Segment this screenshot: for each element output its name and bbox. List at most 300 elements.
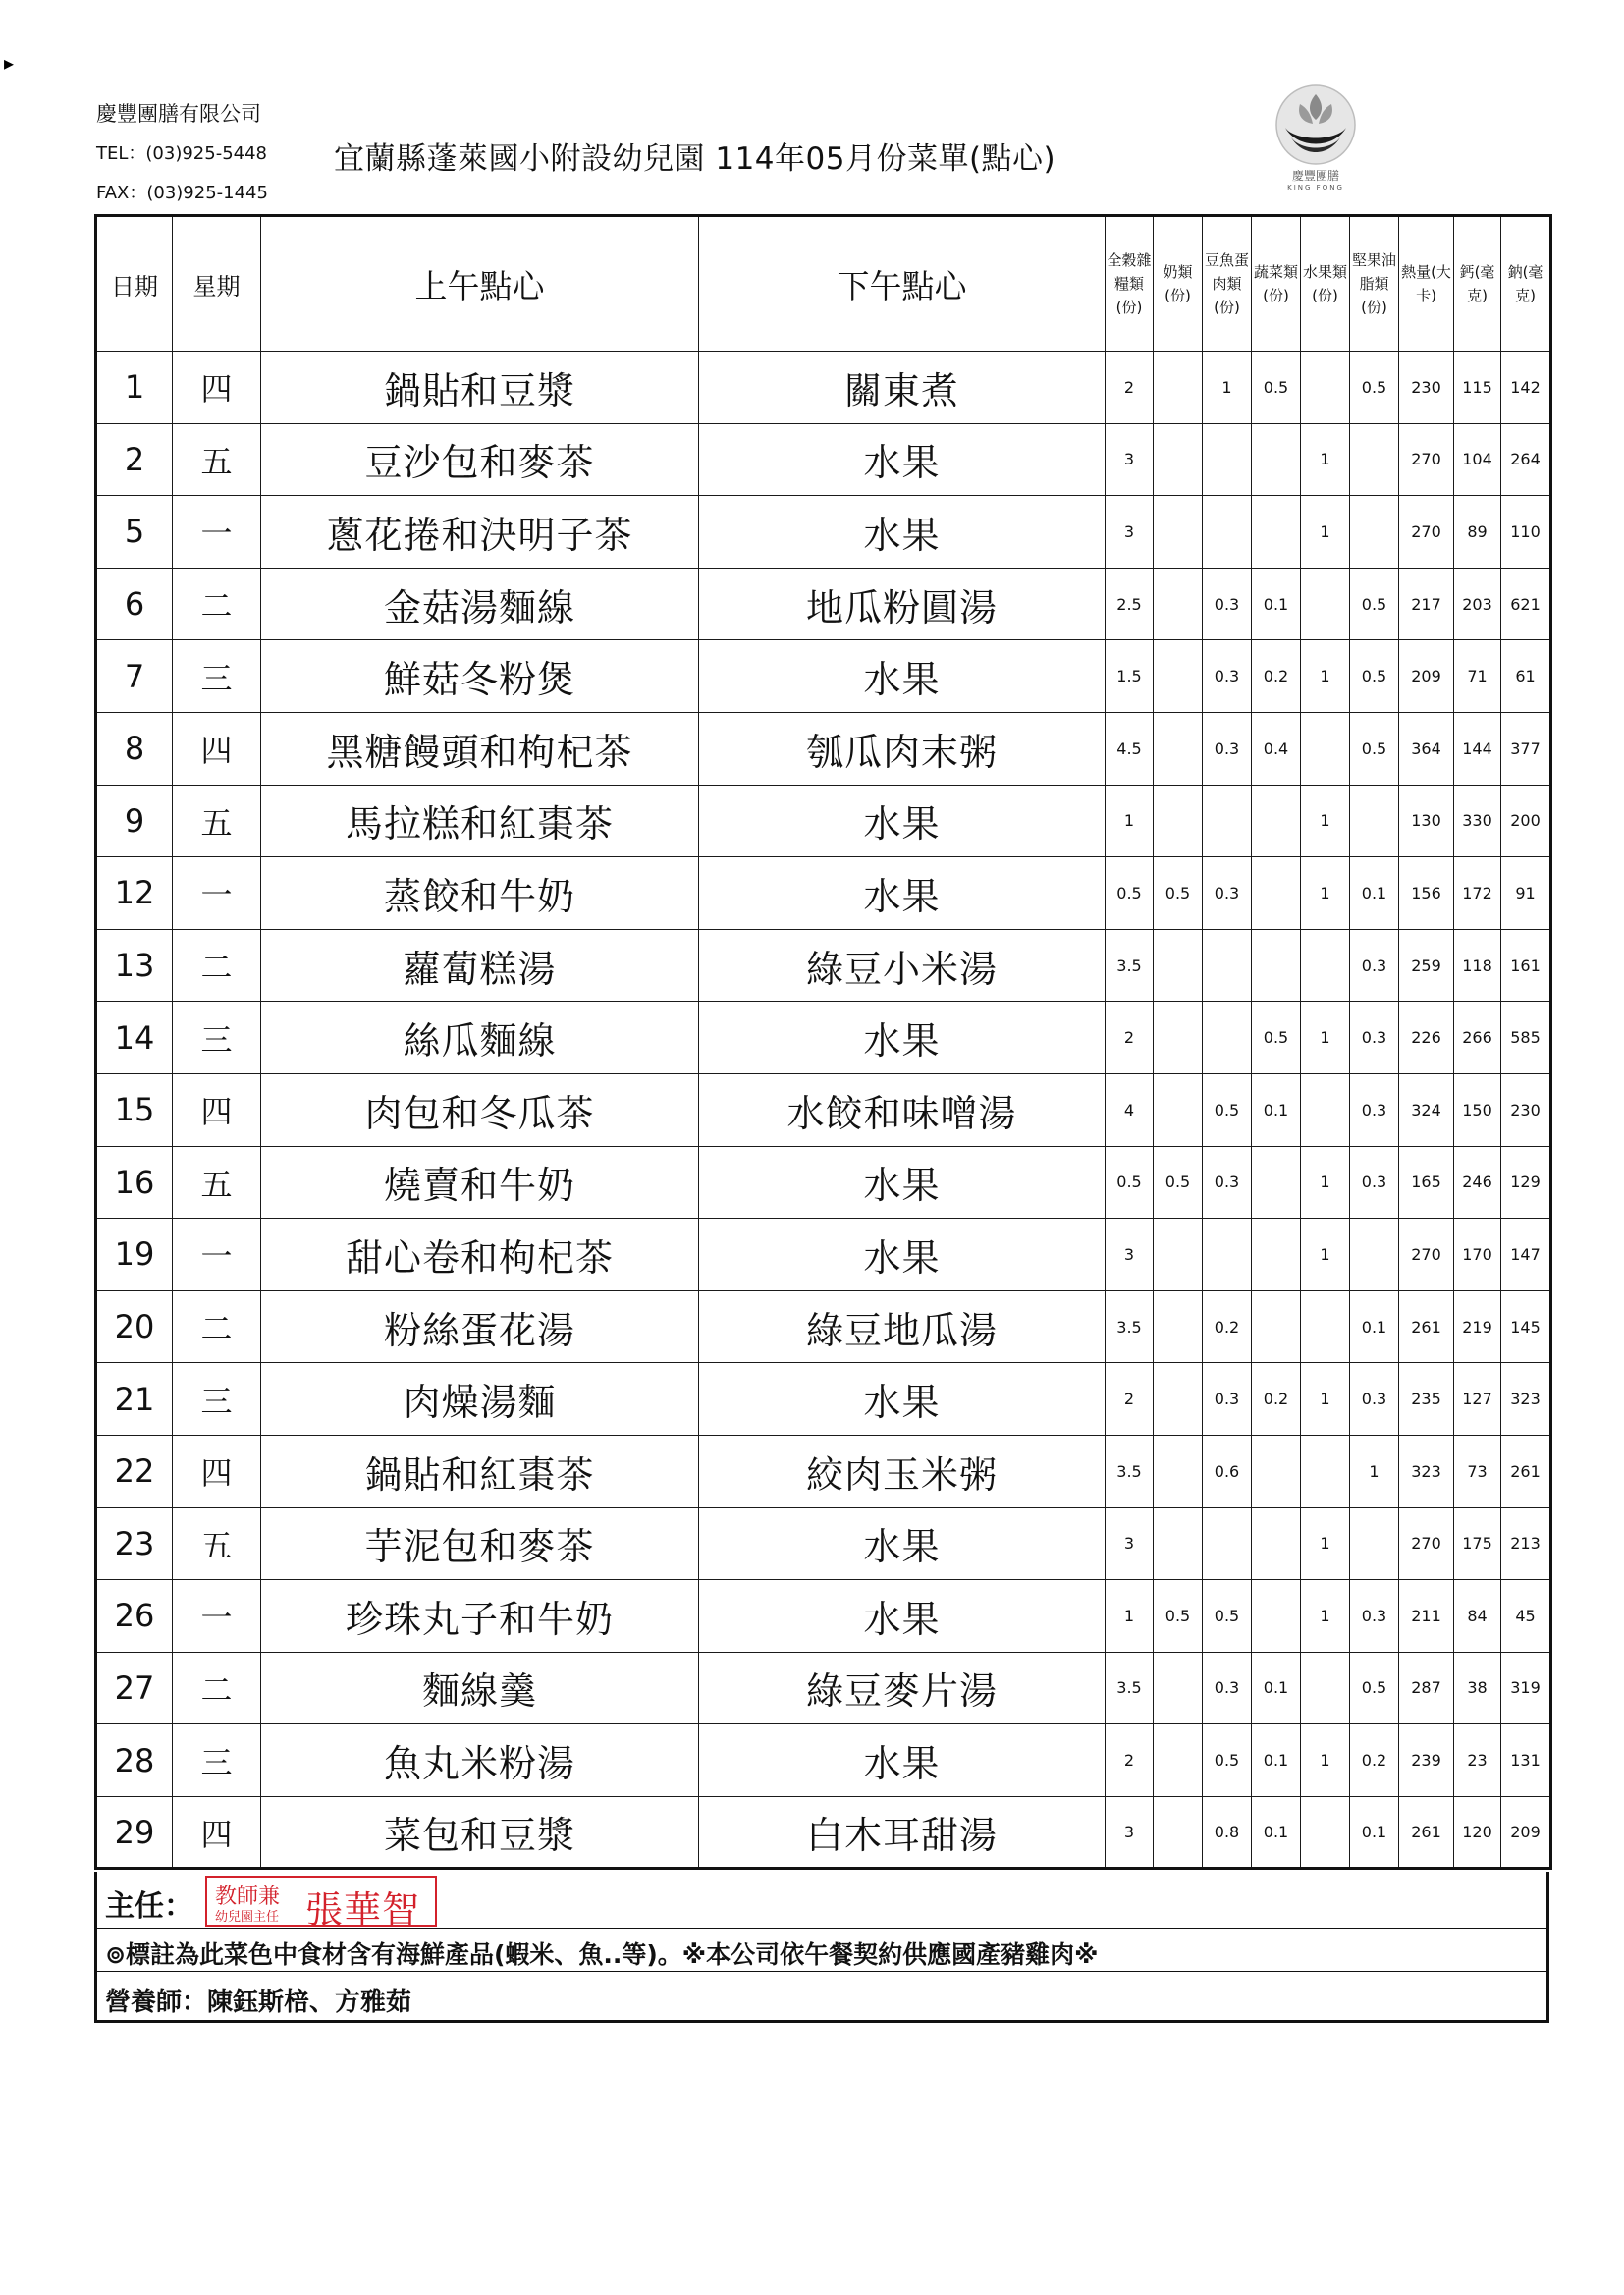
table-row [96, 712, 1551, 785]
cell-date: 19 [96, 1219, 173, 1291]
cell-grains: 0.5 [1106, 857, 1154, 930]
cell-calories: 270 [1399, 1507, 1454, 1580]
cell-fruit: 1 [1301, 1363, 1350, 1436]
cell-fruit: 1 [1301, 423, 1350, 496]
cell-vegetable: 0.2 [1252, 1363, 1301, 1436]
cell-protein [1203, 496, 1252, 569]
cell-calories: 211 [1399, 1580, 1454, 1653]
cell-weekday: 三 [173, 640, 261, 713]
cell-grains: 3.5 [1106, 1435, 1154, 1507]
cell-calories: 287 [1399, 1652, 1454, 1724]
cell-vegetable: 0.1 [1252, 1652, 1301, 1724]
cell-calcium: 219 [1454, 1290, 1501, 1363]
cell-protein: 0.3 [1203, 1146, 1252, 1219]
cell-dairy [1154, 1219, 1203, 1291]
col-header-fruit: 水果類(份) [1301, 216, 1350, 352]
cell-vegetable: 0.5 [1252, 1002, 1301, 1074]
cell-date: 20 [96, 1290, 173, 1363]
cell-vegetable: 0.5 [1252, 352, 1301, 424]
cell-fruit [1301, 1290, 1350, 1363]
cell-nuts: 0.5 [1350, 568, 1399, 640]
cell-grains: 3.5 [1106, 1290, 1154, 1363]
cell-date: 26 [96, 1580, 173, 1653]
cell-dairy [1154, 352, 1203, 424]
cell-calories: 239 [1399, 1724, 1454, 1797]
table-row [96, 1580, 1551, 1653]
cell-calories: 270 [1399, 496, 1454, 569]
cell-calories: 323 [1399, 1435, 1454, 1507]
cell-nuts: 0.1 [1350, 1290, 1399, 1363]
cell-date: 23 [96, 1507, 173, 1580]
cell-grains: 3 [1106, 1219, 1154, 1291]
cell-date: 28 [96, 1724, 173, 1797]
cell-pm: 水果 [699, 1363, 1106, 1436]
cell-sodium: 319 [1501, 1652, 1551, 1724]
seafood-note: ⊚標註為此菜色中食材含有海鮮產品(蝦米、魚..等)。※本公司依午餐契約供應國產豬雞肉※ [105, 1940, 1099, 1969]
cell-calcium: 23 [1454, 1724, 1501, 1797]
document-title: 宜蘭縣蓬萊國小附設幼兒園 114年05月份菜單(點心) [334, 141, 1056, 177]
cell-protein: 0.3 [1203, 857, 1252, 930]
table-row [96, 1002, 1551, 1074]
cell-grains: 3.5 [1106, 929, 1154, 1002]
cell-weekday: 四 [173, 712, 261, 785]
cell-calories: 261 [1399, 1796, 1454, 1869]
cell-calories: 130 [1399, 785, 1454, 857]
cell-vegetable: 0.1 [1252, 1796, 1301, 1869]
cell-fruit [1301, 1796, 1350, 1869]
cell-am: 金菇湯麵線 [261, 568, 699, 640]
company-logo-icon [1273, 82, 1358, 167]
cell-sodium: 129 [1501, 1146, 1551, 1219]
table-row [96, 1652, 1551, 1724]
cell-dairy [1154, 1507, 1203, 1580]
table-row [96, 352, 1551, 424]
cell-fruit [1301, 712, 1350, 785]
cell-date: 8 [96, 712, 173, 785]
col-header-weekday: 星期 [173, 216, 261, 352]
cell-calcium: 38 [1454, 1652, 1501, 1724]
company-name: 慶豐團膳有限公司 [96, 102, 261, 126]
cell-calcium: 104 [1454, 423, 1501, 496]
cell-protein [1203, 423, 1252, 496]
cell-grains: 3 [1106, 423, 1154, 496]
cell-vegetable [1252, 1219, 1301, 1291]
logo-english-name: KING FONG [1287, 184, 1344, 191]
cell-protein: 0.3 [1203, 712, 1252, 785]
cell-grains: 1 [1106, 1580, 1154, 1653]
cell-vegetable [1252, 1146, 1301, 1219]
col-header-calcium: 鈣(毫克) [1454, 216, 1501, 352]
cell-dairy [1154, 1290, 1203, 1363]
cell-calories: 217 [1399, 568, 1454, 640]
cell-vegetable [1252, 785, 1301, 857]
dietitian-row [94, 1972, 1549, 2023]
col-header-vegetable: 蔬菜類(份) [1252, 216, 1301, 352]
col-header-sodium: 鈉(毫克) [1501, 216, 1551, 352]
cell-nuts [1350, 1219, 1399, 1291]
cell-dairy [1154, 929, 1203, 1002]
cell-nuts: 0.3 [1350, 1002, 1399, 1074]
cell-vegetable: 0.2 [1252, 640, 1301, 713]
cell-sodium: 377 [1501, 712, 1551, 785]
cell-am: 魚丸米粉湯 [261, 1724, 699, 1797]
cell-pm: 絞肉玉米粥 [699, 1435, 1106, 1507]
cell-fruit [1301, 1652, 1350, 1724]
director-label: 主任： [105, 1889, 193, 1924]
cell-calcium: 144 [1454, 712, 1501, 785]
cell-nuts: 1 [1350, 1435, 1399, 1507]
cell-protein: 0.2 [1203, 1290, 1252, 1363]
table-header-row [96, 216, 1551, 352]
cell-dairy [1154, 1435, 1203, 1507]
cell-date: 2 [96, 423, 173, 496]
cell-dairy [1154, 1652, 1203, 1724]
cell-weekday: 五 [173, 1507, 261, 1580]
cell-protein: 0.3 [1203, 1652, 1252, 1724]
col-header-grains: 全穀雜糧類(份) [1106, 216, 1154, 352]
cell-sodium: 585 [1501, 1002, 1551, 1074]
cell-am: 芋泥包和麥茶 [261, 1507, 699, 1580]
table-row [96, 785, 1551, 857]
cell-sodium: 110 [1501, 496, 1551, 569]
table-row [96, 1290, 1551, 1363]
cell-date: 5 [96, 496, 173, 569]
cell-vegetable [1252, 496, 1301, 569]
table-row [96, 1219, 1551, 1291]
dietitian-names: 營養師：陳鈺斯棓、方雅茹 [105, 1988, 412, 2017]
cell-fruit: 1 [1301, 496, 1350, 569]
cell-pm: 綠豆地瓜湯 [699, 1290, 1106, 1363]
menu-table [94, 214, 1552, 1870]
cell-nuts: 0.5 [1350, 1652, 1399, 1724]
cell-nuts [1350, 423, 1399, 496]
cell-fruit: 1 [1301, 1580, 1350, 1653]
cell-pm: 水果 [699, 785, 1106, 857]
cell-protein: 0.5 [1203, 1724, 1252, 1797]
cell-vegetable [1252, 1435, 1301, 1507]
cell-calcium: 203 [1454, 568, 1501, 640]
cell-calories: 156 [1399, 857, 1454, 930]
cell-date: 14 [96, 1002, 173, 1074]
cell-weekday: 一 [173, 496, 261, 569]
cell-sodium: 142 [1501, 352, 1551, 424]
cell-am: 肉燥湯麵 [261, 1363, 699, 1436]
table-row [96, 1796, 1551, 1869]
company-logo [1263, 82, 1369, 200]
cell-sodium: 45 [1501, 1580, 1551, 1653]
col-header-pm-snack: 下午點心 [699, 216, 1106, 352]
logo-chinese-name: 慶豐團膳 [1291, 169, 1339, 183]
cell-protein [1203, 1002, 1252, 1074]
cell-calcium: 170 [1454, 1219, 1501, 1291]
cell-sodium: 323 [1501, 1363, 1551, 1436]
cell-dairy [1154, 1796, 1203, 1869]
cell-date: 21 [96, 1363, 173, 1436]
cell-protein [1203, 929, 1252, 1002]
cell-am: 蒸餃和牛奶 [261, 857, 699, 930]
cell-calories: 324 [1399, 1073, 1454, 1146]
cell-weekday: 四 [173, 1796, 261, 1869]
cell-grains: 3 [1106, 1507, 1154, 1580]
cell-am: 鍋貼和紅棗茶 [261, 1435, 699, 1507]
director-seal-stamp [205, 1876, 437, 1932]
cell-grains: 2.5 [1106, 568, 1154, 640]
cell-calcium: 172 [1454, 857, 1501, 930]
cell-date: 7 [96, 640, 173, 713]
cell-vegetable [1252, 1290, 1301, 1363]
cell-protein: 0.6 [1203, 1435, 1252, 1507]
table-row [96, 640, 1551, 713]
cell-calcium: 330 [1454, 785, 1501, 857]
cell-am: 蔥花捲和決明子茶 [261, 496, 699, 569]
cell-calories: 270 [1399, 1219, 1454, 1291]
cell-calories: 226 [1399, 1002, 1454, 1074]
cell-pm: 水果 [699, 1507, 1106, 1580]
cell-calcium: 150 [1454, 1073, 1501, 1146]
cell-date: 12 [96, 857, 173, 930]
cell-dairy [1154, 785, 1203, 857]
cell-vegetable [1252, 1580, 1301, 1653]
cell-pm: 水果 [699, 1580, 1106, 1653]
cell-sodium: 200 [1501, 785, 1551, 857]
cell-grains: 2 [1106, 1002, 1154, 1074]
cell-grains: 3 [1106, 496, 1154, 569]
col-header-calories: 熱量(大卡) [1399, 216, 1454, 352]
cell-calories: 261 [1399, 1290, 1454, 1363]
cell-calories: 364 [1399, 712, 1454, 785]
cell-sodium: 621 [1501, 568, 1551, 640]
cell-weekday: 二 [173, 929, 261, 1002]
cell-grains: 1.5 [1106, 640, 1154, 713]
cell-nuts: 0.3 [1350, 1363, 1399, 1436]
cell-nuts [1350, 496, 1399, 569]
cell-sodium: 61 [1501, 640, 1551, 713]
cell-fruit [1301, 568, 1350, 640]
cell-am: 鮮菇冬粉煲 [261, 640, 699, 713]
cell-nuts: 0.3 [1350, 1146, 1399, 1219]
cell-calcium: 73 [1454, 1435, 1501, 1507]
cell-protein: 0.3 [1203, 1363, 1252, 1436]
cell-protein: 0.8 [1203, 1796, 1252, 1869]
cell-calcium: 127 [1454, 1363, 1501, 1436]
cell-calcium: 89 [1454, 496, 1501, 569]
cell-nuts [1350, 1507, 1399, 1580]
cell-weekday: 一 [173, 1219, 261, 1291]
cell-protein: 0.3 [1203, 640, 1252, 713]
cell-sodium: 264 [1501, 423, 1551, 496]
cell-weekday: 三 [173, 1724, 261, 1797]
cell-protein: 0.3 [1203, 568, 1252, 640]
cell-am: 蘿蔔糕湯 [261, 929, 699, 1002]
cell-grains: 1 [1106, 785, 1154, 857]
col-header-protein: 豆魚蛋肉類(份) [1203, 216, 1252, 352]
table-row [96, 1073, 1551, 1146]
cell-vegetable [1252, 857, 1301, 930]
cell-sodium: 230 [1501, 1073, 1551, 1146]
cell-am: 黑糖饅頭和枸杞茶 [261, 712, 699, 785]
cell-pm: 水果 [699, 1146, 1106, 1219]
col-header-date: 日期 [96, 216, 173, 352]
table-row [96, 568, 1551, 640]
cell-vegetable [1252, 929, 1301, 1002]
cell-fruit: 1 [1301, 640, 1350, 713]
cell-grains: 3.5 [1106, 1652, 1154, 1724]
cell-calcium: 118 [1454, 929, 1501, 1002]
stamp-title-line1: 教師兼 [215, 1885, 281, 1909]
cell-am: 絲瓜麵線 [261, 1002, 699, 1074]
cell-fruit: 1 [1301, 1724, 1350, 1797]
cell-date: 27 [96, 1652, 173, 1724]
cell-date: 16 [96, 1146, 173, 1219]
cell-am: 粉絲蛋花湯 [261, 1290, 699, 1363]
cell-dairy: 0.5 [1154, 857, 1203, 930]
cell-calcium: 246 [1454, 1146, 1501, 1219]
cell-dairy [1154, 1073, 1203, 1146]
cell-sodium: 145 [1501, 1290, 1551, 1363]
cell-grains: 2 [1106, 1724, 1154, 1797]
cell-calories: 209 [1399, 640, 1454, 713]
cell-pm: 白木耳甜湯 [699, 1796, 1106, 1869]
cell-dairy [1154, 568, 1203, 640]
cell-calories: 165 [1399, 1146, 1454, 1219]
cell-sodium: 209 [1501, 1796, 1551, 1869]
cell-sodium: 261 [1501, 1435, 1551, 1507]
cell-am: 甜心卷和枸杞茶 [261, 1219, 699, 1291]
cell-calcium: 84 [1454, 1580, 1501, 1653]
cell-fruit: 1 [1301, 857, 1350, 930]
cell-calcium: 175 [1454, 1507, 1501, 1580]
cell-calcium: 120 [1454, 1796, 1501, 1869]
cell-weekday: 三 [173, 1363, 261, 1436]
cell-pm: 地瓜粉圓湯 [699, 568, 1106, 640]
cell-vegetable: 0.1 [1252, 568, 1301, 640]
cell-dairy [1154, 423, 1203, 496]
table-row [96, 1507, 1551, 1580]
cell-dairy [1154, 496, 1203, 569]
cell-fruit: 1 [1301, 1146, 1350, 1219]
cell-am: 豆沙包和麥茶 [261, 423, 699, 496]
cell-pm: 水果 [699, 640, 1106, 713]
cell-weekday: 二 [173, 568, 261, 640]
cell-nuts: 0.5 [1350, 712, 1399, 785]
cell-fruit: 1 [1301, 1002, 1350, 1074]
cell-sodium: 91 [1501, 857, 1551, 930]
scan-edge-mark: ▸ [4, 51, 15, 75]
cell-pm: 水果 [699, 1724, 1106, 1797]
cell-calories: 259 [1399, 929, 1454, 1002]
table-row [96, 1363, 1551, 1436]
cell-protein: 1 [1203, 352, 1252, 424]
cell-pm: 水果 [699, 1219, 1106, 1291]
cell-vegetable: 0.1 [1252, 1073, 1301, 1146]
cell-weekday: 四 [173, 352, 261, 424]
cell-calories: 270 [1399, 423, 1454, 496]
cell-dairy [1154, 1002, 1203, 1074]
cell-fruit [1301, 1073, 1350, 1146]
cell-dairy: 0.5 [1154, 1580, 1203, 1653]
cell-dairy [1154, 1724, 1203, 1797]
cell-weekday: 五 [173, 785, 261, 857]
cell-date: 15 [96, 1073, 173, 1146]
cell-protein [1203, 785, 1252, 857]
cell-weekday: 一 [173, 857, 261, 930]
cell-pm: 水果 [699, 857, 1106, 930]
cell-dairy [1154, 712, 1203, 785]
cell-protein [1203, 1219, 1252, 1291]
cell-sodium: 213 [1501, 1507, 1551, 1580]
table-row [96, 857, 1551, 930]
cell-am: 鍋貼和豆漿 [261, 352, 699, 424]
cell-nuts: 0.5 [1350, 640, 1399, 713]
cell-sodium: 131 [1501, 1724, 1551, 1797]
cell-vegetable: 0.1 [1252, 1724, 1301, 1797]
cell-weekday: 四 [173, 1073, 261, 1146]
cell-vegetable [1252, 1507, 1301, 1580]
cell-pm: 水果 [699, 496, 1106, 569]
cell-protein: 0.5 [1203, 1073, 1252, 1146]
col-header-am-snack: 上午點心 [261, 216, 699, 352]
col-header-dairy: 奶類(份) [1154, 216, 1203, 352]
company-fax: FAX：(03)925-1445 [96, 183, 268, 203]
cell-date: 22 [96, 1435, 173, 1507]
cell-nuts: 0.2 [1350, 1724, 1399, 1797]
cell-grains: 4 [1106, 1073, 1154, 1146]
cell-dairy [1154, 640, 1203, 713]
cell-vegetable [1252, 423, 1301, 496]
cell-nuts: 0.3 [1350, 1580, 1399, 1653]
table-row [96, 1724, 1551, 1797]
cell-weekday: 一 [173, 1580, 261, 1653]
cell-grains: 0.5 [1106, 1146, 1154, 1219]
cell-am: 珍珠丸子和牛奶 [261, 1580, 699, 1653]
table-row [96, 929, 1551, 1002]
cell-nuts: 0.3 [1350, 929, 1399, 1002]
cell-grains: 3 [1106, 1796, 1154, 1869]
cell-fruit: 1 [1301, 785, 1350, 857]
cell-calcium: 71 [1454, 640, 1501, 713]
cell-date: 29 [96, 1796, 173, 1869]
cell-weekday: 三 [173, 1002, 261, 1074]
cell-pm: 水果 [699, 423, 1106, 496]
cell-nuts: 0.3 [1350, 1073, 1399, 1146]
table-row [96, 423, 1551, 496]
cell-weekday: 五 [173, 1146, 261, 1219]
cell-fruit: 1 [1301, 1219, 1350, 1291]
cell-am: 燒賣和牛奶 [261, 1146, 699, 1219]
cell-protein: 0.5 [1203, 1580, 1252, 1653]
cell-calories: 235 [1399, 1363, 1454, 1436]
cell-nuts [1350, 785, 1399, 857]
cell-sodium: 161 [1501, 929, 1551, 1002]
table-row [96, 1146, 1551, 1219]
company-tel: TEL：(03)925-5448 [96, 143, 268, 164]
cell-weekday: 二 [173, 1290, 261, 1363]
cell-fruit [1301, 929, 1350, 1002]
cell-grains: 2 [1106, 1363, 1154, 1436]
cell-fruit [1301, 352, 1350, 424]
cell-dairy: 0.5 [1154, 1146, 1203, 1219]
cell-am: 菜包和豆漿 [261, 1796, 699, 1869]
table-row [96, 496, 1551, 569]
cell-date: 6 [96, 568, 173, 640]
cell-am: 馬拉糕和紅棗茶 [261, 785, 699, 857]
cell-nuts: 0.1 [1350, 1796, 1399, 1869]
cell-fruit: 1 [1301, 1507, 1350, 1580]
cell-weekday: 五 [173, 423, 261, 496]
cell-pm: 關東煮 [699, 352, 1106, 424]
cell-pm: 水餃和味噌湯 [699, 1073, 1106, 1146]
cell-date: 13 [96, 929, 173, 1002]
